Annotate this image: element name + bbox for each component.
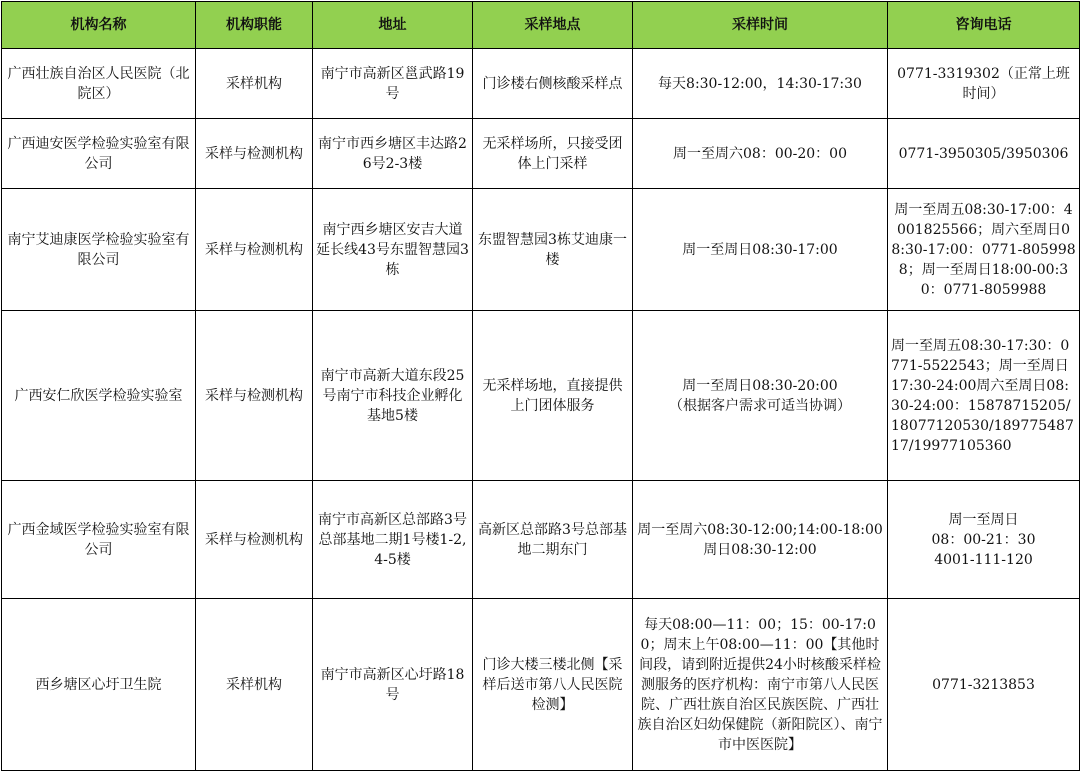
sampling-site: 门诊楼右侧核酸采样点 bbox=[473, 49, 633, 119]
sampling-time-line: 周一至周日08:30-20:00 bbox=[682, 377, 838, 394]
consult-phone-line: 周一至周日 bbox=[948, 511, 1019, 528]
institution-name: 广西安仁欣医学检验实验室 bbox=[2, 311, 196, 481]
header-time: 采样时间 bbox=[633, 2, 888, 49]
sampling-site: 无采样场所，只接受团体上门采样 bbox=[473, 119, 633, 189]
consult-phone: 周一至周五08:30-17:30：0771-5522543；周一至周日17:30-24:00周六至周日08:30-24:00：15878715205/18077120530/18977548717/19977105360 bbox=[888, 311, 1080, 481]
consult-phone: 周一至周五08:30-17:00：4001825566；周六至周日08:30-17:00：0771-8059988；周一至周日18:00-00:30：0771-8059988 bbox=[888, 189, 1080, 311]
institution-role: 采样机构 bbox=[196, 49, 313, 119]
institution-name: 广西金域医学检验实验室有限公司 bbox=[2, 481, 196, 599]
sampling-time-line: 周日08:30-12:00 bbox=[703, 541, 817, 558]
institution-role: 采样与检测机构 bbox=[196, 481, 313, 599]
header-site: 采样地点 bbox=[473, 2, 633, 49]
consult-phone-line: 4001-111-120 bbox=[934, 551, 1033, 568]
table-row bbox=[2, 189, 1080, 311]
consult-phone: 0771-3319302（正常上班时间） bbox=[888, 49, 1080, 119]
institution-name: 广西迪安医学检验实验室有限公司 bbox=[2, 119, 196, 189]
sampling-time bbox=[633, 311, 888, 481]
header-role: 机构职能 bbox=[196, 2, 313, 49]
consult-phone: 0771-3213853 bbox=[888, 599, 1080, 771]
sampling-site: 高新区总部路3号总部基地二期东门 bbox=[473, 481, 633, 599]
institution-role: 采样与检测机构 bbox=[196, 119, 313, 189]
consult-phone bbox=[888, 481, 1080, 599]
table-row bbox=[2, 599, 1080, 771]
sampling-site: 门诊大楼三楼北侧【采样后送市第八人民医院检测】 bbox=[473, 599, 633, 771]
table-row bbox=[2, 49, 1080, 119]
header-address: 地址 bbox=[313, 2, 473, 49]
sampling-time bbox=[633, 481, 888, 599]
sampling-time-note: （根据客户需求可适当协调） bbox=[669, 397, 851, 414]
table-row bbox=[2, 481, 1080, 599]
institution-address: 南宁市高新大道东段25号南宁市科技企业孵化基地5楼 bbox=[313, 311, 473, 481]
sampling-time: 每天08:00—11：00；15：00-17:00；周末上午08:00—11：00【其他时间段，请到附近提供24小时核酸采样检测服务的医疗机构：南宁市第八人民医院、广西壮族自治区民族医院、广西壮族自治区妇幼保健院（新阳院区）、南宁市中医医院】 bbox=[633, 599, 888, 771]
institution-name: 西乡塘区心圩卫生院 bbox=[2, 599, 196, 771]
sampling-time-line: 周一至周六08:30-12:00;14:00-18:00 bbox=[637, 521, 883, 538]
header-name: 机构名称 bbox=[2, 2, 196, 49]
institution-address: 南宁市高新区心圩路18号 bbox=[313, 599, 473, 771]
table-row bbox=[2, 311, 1080, 481]
sampling-time: 每天8:30-12:00，14:30-17:30 bbox=[633, 49, 888, 119]
institution-address: 南宁市高新区总部路3号总部基地二期1号楼1-2,4-5楼 bbox=[313, 481, 473, 599]
institution-address: 南宁市高新区邕武路19号 bbox=[313, 49, 473, 119]
header-phone: 咨询电话 bbox=[888, 2, 1080, 49]
table-row bbox=[2, 119, 1080, 189]
institution-name: 广西壮族自治区人民医院（北院区） bbox=[2, 49, 196, 119]
institution-address: 南宁市西乡塘区丰达路26号2-3楼 bbox=[313, 119, 473, 189]
consult-phone-line: 08：00-21：30 bbox=[931, 531, 1036, 548]
institution-name: 南宁艾迪康医学检验实验室有限公司 bbox=[2, 189, 196, 311]
sampling-institutions-table bbox=[1, 1, 1080, 771]
institution-role: 采样与检测机构 bbox=[196, 311, 313, 481]
institution-address: 南宁西乡塘区安吉大道延长线43号东盟智慧园3栋 bbox=[313, 189, 473, 311]
sampling-time: 周一至周六08：00-20：00 bbox=[633, 119, 888, 189]
institution-role: 采样机构 bbox=[196, 599, 313, 771]
sampling-site: 无采样场地，直接提供上门团体服务 bbox=[473, 311, 633, 481]
header-row bbox=[2, 2, 1080, 49]
institution-role: 采样与检测机构 bbox=[196, 189, 313, 311]
consult-phone: 0771-3950305/3950306 bbox=[888, 119, 1080, 189]
sampling-time: 周一至周日08:30-17:00 bbox=[633, 189, 888, 311]
sampling-site: 东盟智慧园3栋艾迪康一楼 bbox=[473, 189, 633, 311]
